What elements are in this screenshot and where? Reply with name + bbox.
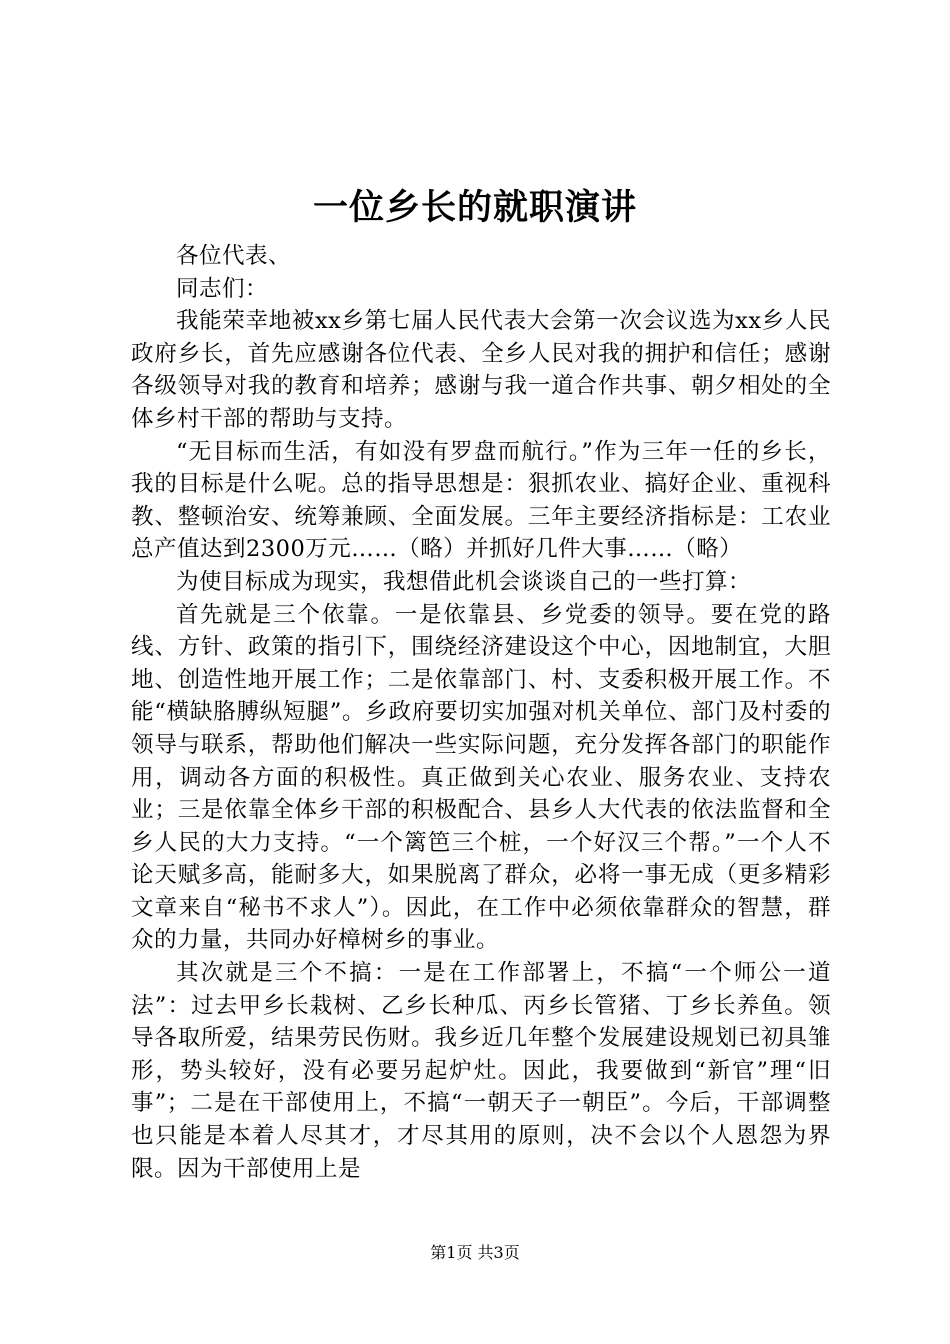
body-paragraph: 为使目标成为现实，我想借此机会谈谈自己的一些打算： (176, 568, 752, 595)
body-paragraph: “无目标而生活，有如没有罗盘而航行。”作为三年一任的乡长，我的目标是什么呢。总的指导思想是：狠抓农业、搞好企业、重视科教、整顿治安、统筹兼顾、全面发展。三年主要经济指标是：工农业总产值达到2300万元……（略）并抓好几件大事……（略） (131, 438, 831, 563)
salutation-line: 各位代表、 (176, 243, 292, 269)
body-paragraph: 我能荣幸地被xx乡第七届人民代表大会第一次会议选为xx乡人民政府乡长，首先应感谢各位代表、全乡人民对我的拥护和信任；感谢各级领导对我的教育和培养；感谢与我一道合作共事、朝夕相处的全体乡村干部的帮助与支持。 (131, 308, 831, 432)
document-title: 一位乡长的就职演讲 (312, 187, 637, 228)
body-paragraph: 首先就是三个依靠。一是依靠县、乡党委的领导。要在党的路线、方针、政策的指引下，围绕经济建设这个中心，因地制宜，大胆地、创造性地开展工作；二是依靠部门、村、支委积极开展工作。不能“横缺胳膊纵短腿”。乡政府要切实加强对机关单位、部门及村委的领导与联系，帮助他们解决一些实际问题，充分发挥各部门的职能作用，调动各方面的积极性。真正做到关心农业、服务农业、支持农业；三是依靠全体乡干部的积极配合、县乡人大代表的依法监督和全乡人民的大力支持。“一个篱笆三个桩，一个好汉三个帮。”一个人不论天赋多高，能耐多大，如果脱离了群众，必将一事无成（更多精彩文章来自“秘书不求人”）。因此，在工作中必须依靠群众的智慧，群众的力量，共同办好樟树乡的事业。 (131, 601, 831, 954)
body-paragraph: 其次就是三个不搞：一是在工作部署上，不搞“一个师公一道法”：过去甲乡长栽树、乙乡长种瓜、丙乡长管猪、丁乡长养鱼。领导各取所爱，结果劳民伤财。我乡近几年整个发展建设规划已初具雏形，势头较好，没有必要另起炉灶。因此，我要做到“新官”理“旧事”；二是在干部使用上，不搞“一朝天子一朝臣”。今后，干部调整也只能是本着人尽其才，才尽其用的原则，决不会以个人恩怨为界限。因为干部使用上是 (131, 960, 831, 1182)
salutation-line: 同志们： (176, 275, 269, 302)
document-body (131, 240, 831, 1185)
page-footer: 第1页 共3页 (430, 1243, 520, 1262)
